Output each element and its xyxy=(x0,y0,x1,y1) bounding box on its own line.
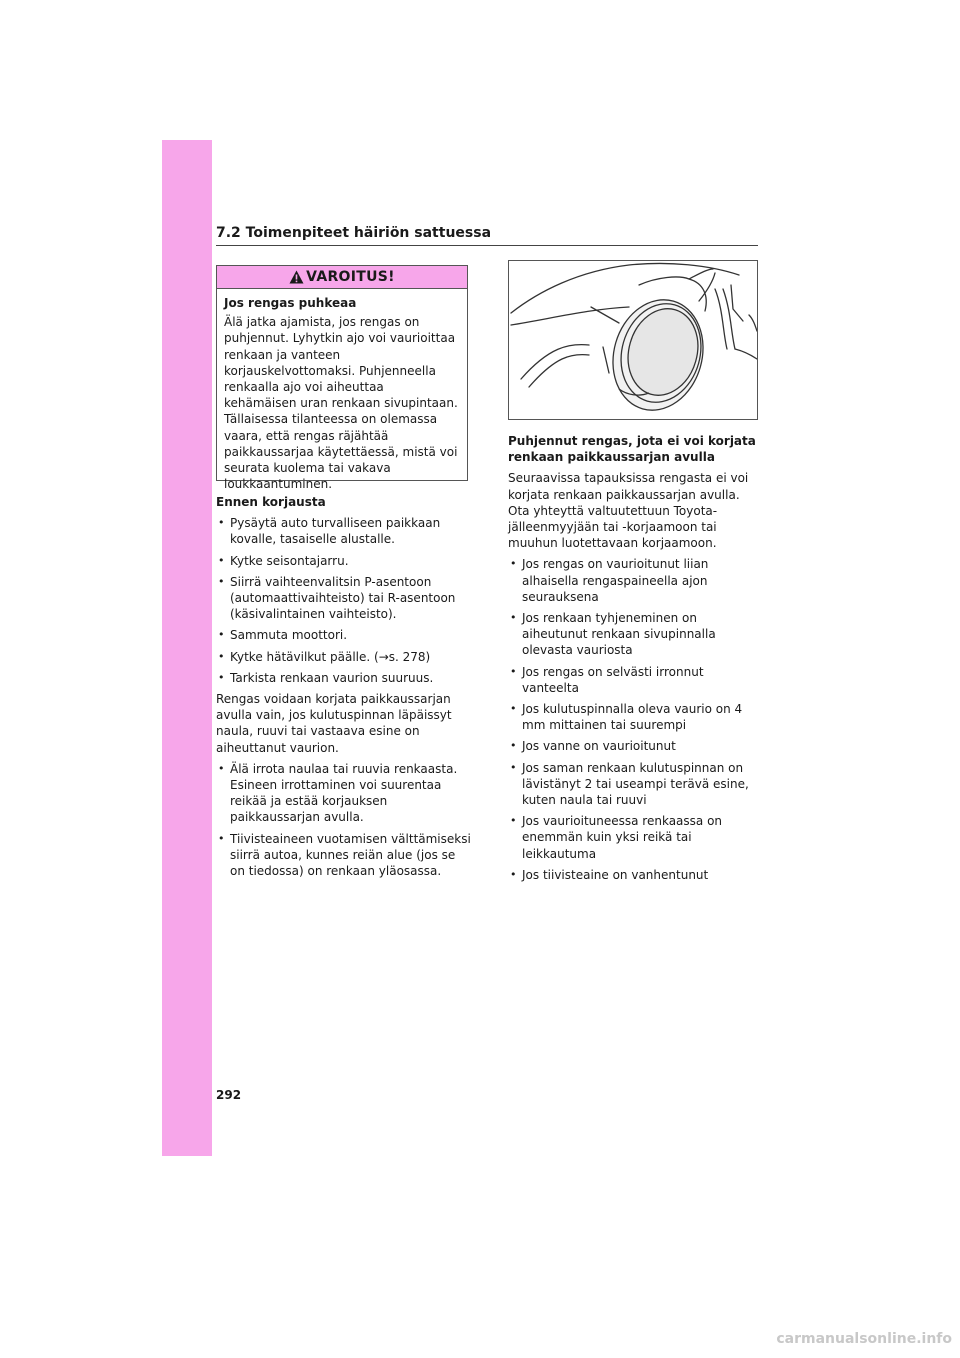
list-item: • Pysäytä auto turvalliseen paikkaan kovalle, tasaiselle alustalle. xyxy=(216,515,474,547)
list-item: • Jos kulutuspinnalla oleva vaurio on 4 mm mittainen tai suurempi xyxy=(508,701,758,733)
list-item: • Jos tiivisteaine on vanhentunut xyxy=(508,867,758,883)
car-wheel-drawing xyxy=(509,261,757,419)
left-column xyxy=(216,494,474,884)
warning-title: Jos rengas puhkeaa xyxy=(224,296,357,310)
list-item: • Sammuta moottori. xyxy=(216,627,474,643)
chapter-side-tab xyxy=(162,140,212,1156)
warning-label: VAROITUS! xyxy=(306,269,395,285)
unrepairable-cases xyxy=(508,556,758,883)
repair-notes xyxy=(216,761,474,879)
list-item: • Tiivisteaineen vuotamisen välttämiseksi siirrä autoa, kunnes reiän alue (jos se on tiedossa) on renkaan yläosassa. xyxy=(216,831,474,880)
list-item: • Älä irrota naulaa tai ruuvia renkaasta. Esineen irrottaminen voi suurentaa reikää ja estää korjauksen paikkaussarjan avulla. xyxy=(216,761,474,826)
warning-body xyxy=(217,289,467,492)
list-item: • Kytke hätävilkut päälle. (→s. 278) xyxy=(216,649,474,665)
list-item: • Jos vanne on vaurioitunut xyxy=(508,738,758,754)
list-item: • Kytke seisontajarru. xyxy=(216,553,474,569)
unrepairable-heading: Puhjennut rengas, jota ei voi korjata renkaan paikkaussarjan avulla xyxy=(508,434,756,465)
list-item: • Tarkista renkaan vaurion suuruus. xyxy=(216,670,474,686)
list-item: • Jos vaurioituneessa renkaassa on enemmän kuin yksi reikä tai leikkautuma xyxy=(508,813,758,862)
warning-triangle-icon xyxy=(289,270,304,284)
list-item: • Jos rengas on selvästi irronnut vanteelta xyxy=(508,664,758,696)
tire-illustration xyxy=(508,260,758,420)
watermark: carmanualsonline.info xyxy=(776,1331,952,1347)
section-header: 7.2 Toimenpiteet häiriön sattuessa xyxy=(216,224,758,246)
warning-text: Älä jatka ajamista, jos rengas on puhjennut. Lyhytkin ajo voi vaurioittaa renkaan ja vanteen korjauskelvottomaksi. Puhjenneella renkaalla ajo voi aiheuttaa kehämäisen uran renkaan sivupintaan. Tällaisessa tilanteessa on olemassa vaara, että rengas räjähtää paikkaussarjaa käytettäessä, mistä voi seurata kuolema tai vakava loukkaantuminen. xyxy=(224,315,458,492)
warning-header xyxy=(217,266,467,289)
warning-box xyxy=(216,265,468,492)
before-repair-steps xyxy=(216,515,474,686)
list-item: • Jos renkaan tyhjeneminen on aiheutunut renkaan sivupinnalla olevasta vauriosta xyxy=(508,610,758,659)
list-item: • Jos saman renkaan kulutuspinnan on lävistänyt 2 tai useampi terävä esine, kuten naula tai ruuvi xyxy=(508,760,758,809)
list-item: • Siirrä vaihteenvalitsin P-asentoon (automaattivaihteisto) tai R-asentoon (käsivalintainen vaihteisto). xyxy=(216,574,474,623)
list-item: • Jos rengas on vaurioitunut liian alhaisella rengaspaineella ajon seurauksena xyxy=(508,556,758,605)
unrepairable-paragraph: Seuraavissa tapauksissa rengasta ei voi korjata renkaan paikkaussarjan avulla. Ota yhteyttä valtuutettuun Toyota-jälleenmyyjään tai -korjaamoon tai muuhun luotettavaan korjaamoon. xyxy=(508,471,749,551)
before-repair-heading: Ennen korjausta xyxy=(216,495,326,509)
right-column xyxy=(508,433,758,888)
repair-condition-paragraph: Rengas voidaan korjata paikkaussarjan avulla vain, jos kulutuspinnan läpäissyt naula, ruuvi tai vastaava esine on aiheuttanut vaurion. xyxy=(216,692,452,755)
page-number: 292 xyxy=(216,1088,242,1102)
